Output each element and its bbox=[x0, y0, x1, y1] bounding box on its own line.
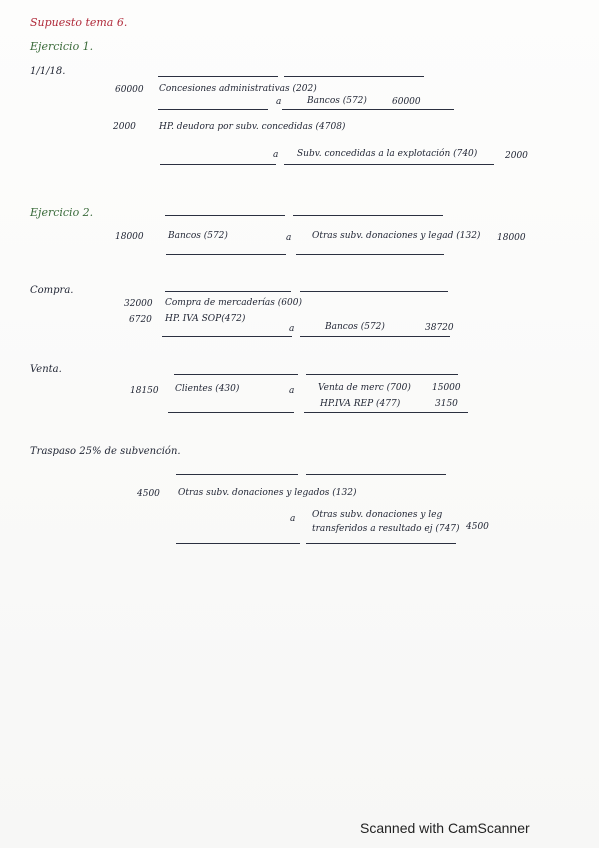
separator bbox=[158, 76, 278, 77]
ej1-amount-1: 60000 bbox=[115, 85, 144, 95]
ej1-amount-2: 2000 bbox=[113, 122, 136, 132]
separator bbox=[304, 412, 468, 413]
separator bbox=[166, 254, 286, 255]
separator bbox=[176, 543, 300, 544]
traspaso-account-b2: transferidos a resultado ej (747) bbox=[312, 524, 460, 534]
separator bbox=[293, 215, 443, 216]
ej2-a: a bbox=[286, 233, 292, 243]
venta-amount-b1: 15000 bbox=[432, 383, 461, 393]
traspaso-account-b1: Otras subv. donaciones y leg bbox=[312, 510, 443, 520]
ej1-amount-2b: 2000 bbox=[505, 151, 528, 161]
ej2-amount-b: 18000 bbox=[497, 233, 526, 243]
venta-account-b2: HP.IVA REP (477) bbox=[320, 399, 401, 409]
separator bbox=[306, 543, 456, 544]
separator bbox=[306, 374, 458, 375]
compra-account-2: HP. IVA SOP(472) bbox=[165, 314, 246, 324]
venta-amount-b2: 3150 bbox=[435, 399, 458, 409]
separator bbox=[160, 164, 276, 165]
ej1-account-2: HP. deudora por subv. concedidas (4708) bbox=[159, 122, 346, 132]
separator bbox=[174, 374, 298, 375]
separator bbox=[168, 412, 294, 413]
separator bbox=[300, 336, 450, 337]
ej1-account-1b: Bancos (572) bbox=[307, 96, 367, 106]
traspaso-a: a bbox=[290, 514, 296, 524]
traspaso-account: Otras subv. donaciones y legados (132) bbox=[178, 488, 357, 498]
page-title: Supuesto tema 6. bbox=[30, 16, 128, 29]
ej2-amount: 18000 bbox=[115, 232, 144, 242]
compra-account-1: Compra de mercaderías (600) bbox=[165, 298, 302, 308]
venta-account: Clientes (430) bbox=[175, 384, 240, 394]
separator bbox=[300, 291, 448, 292]
separator bbox=[165, 215, 285, 216]
ej1-account-1: Concesiones administrativas (202) bbox=[159, 84, 317, 94]
separator bbox=[165, 291, 291, 292]
ej1-heading: Ejercicio 1. bbox=[30, 40, 94, 53]
compra-amount-2: 6720 bbox=[129, 315, 152, 325]
ej2-heading: Ejercicio 2. bbox=[30, 206, 94, 219]
separator bbox=[284, 76, 424, 77]
compra-amount-b: 38720 bbox=[425, 323, 454, 333]
venta-amount: 18150 bbox=[130, 386, 159, 396]
compra-amount-1: 32000 bbox=[124, 299, 153, 309]
ej1-amount-1b: 60000 bbox=[392, 97, 421, 107]
separator bbox=[176, 474, 298, 475]
compra-account-b: Bancos (572) bbox=[325, 322, 385, 332]
separator bbox=[296, 254, 444, 255]
venta-account-b1: Venta de merc (700) bbox=[318, 383, 411, 393]
ej1-a-2: a bbox=[273, 150, 279, 160]
ej2-account-b: Otras subv. donaciones y legad (132) bbox=[312, 231, 481, 241]
traspaso-amount: 4500 bbox=[137, 489, 160, 499]
separator bbox=[162, 336, 292, 337]
venta-heading: Venta. bbox=[30, 364, 62, 375]
venta-a: a bbox=[289, 386, 295, 396]
traspaso-heading: Traspaso 25% de subvención. bbox=[30, 446, 181, 457]
separator bbox=[282, 109, 454, 110]
compra-heading: Compra. bbox=[30, 285, 74, 296]
separator bbox=[158, 109, 268, 110]
separator bbox=[284, 164, 494, 165]
ej1-account-2b: Subv. concedidas a la explotación (740) bbox=[297, 149, 478, 159]
ej2-account: Bancos (572) bbox=[168, 231, 228, 241]
traspaso-amount-b: 4500 bbox=[466, 522, 489, 532]
ej1-date: 1/1/18. bbox=[30, 66, 66, 77]
scanner-watermark: Scanned with CamScanner bbox=[360, 820, 530, 836]
compra-a: a bbox=[289, 324, 295, 334]
ej1-a-1: a bbox=[276, 97, 282, 107]
separator bbox=[306, 474, 446, 475]
